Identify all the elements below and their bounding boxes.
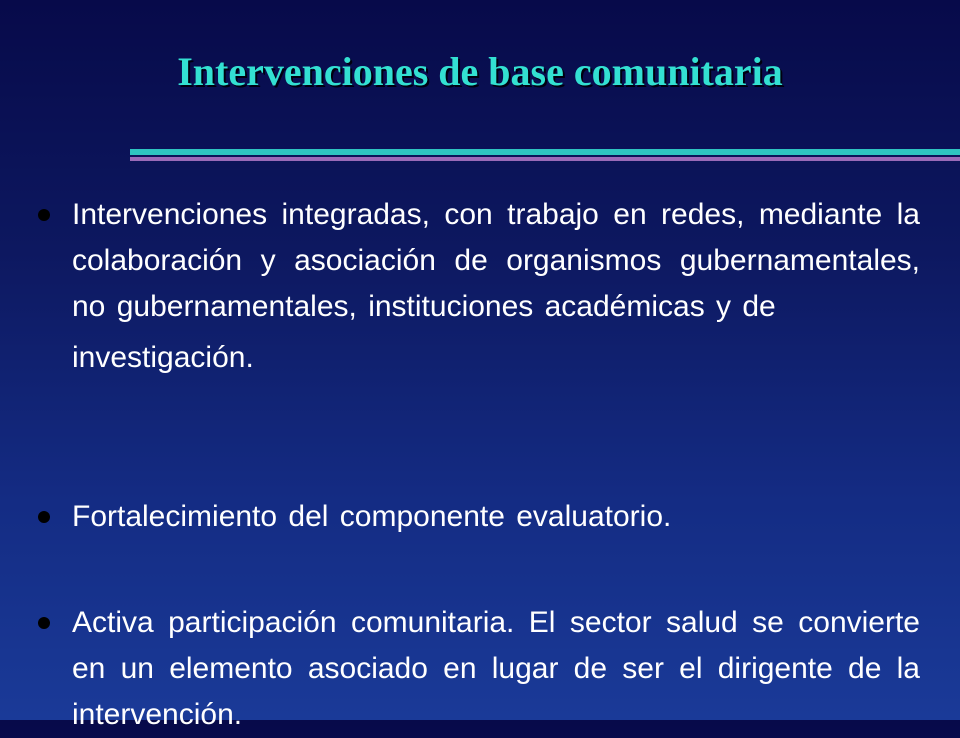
bullet-text: Activa participación comunitaria. El sector salud se convierte en un elemento asociado en lugar de ser el dirigente de la intervención.: [72, 606, 920, 731]
title-divider: [130, 149, 960, 155]
bullet-dot-icon: [38, 209, 50, 221]
bullet-text: [72, 192, 920, 381]
bullet-text: Fortalecimiento del componente evaluatorio.: [72, 500, 672, 533]
bullet-text-body: Intervenciones integradas, con trabajo en redes, mediante la colaboración y asociación de organismos gubernamentales, no gubernamentales, instituciones académicas y de: [72, 198, 920, 323]
slide-title: Intervenciones de base comunitaria: [177, 49, 783, 94]
title-divider-accent: [130, 157, 960, 161]
bullet-dot-icon: [38, 617, 50, 629]
bullet-dot-icon: [38, 511, 50, 523]
bullet-text-last-line: investigación.: [72, 341, 254, 374]
